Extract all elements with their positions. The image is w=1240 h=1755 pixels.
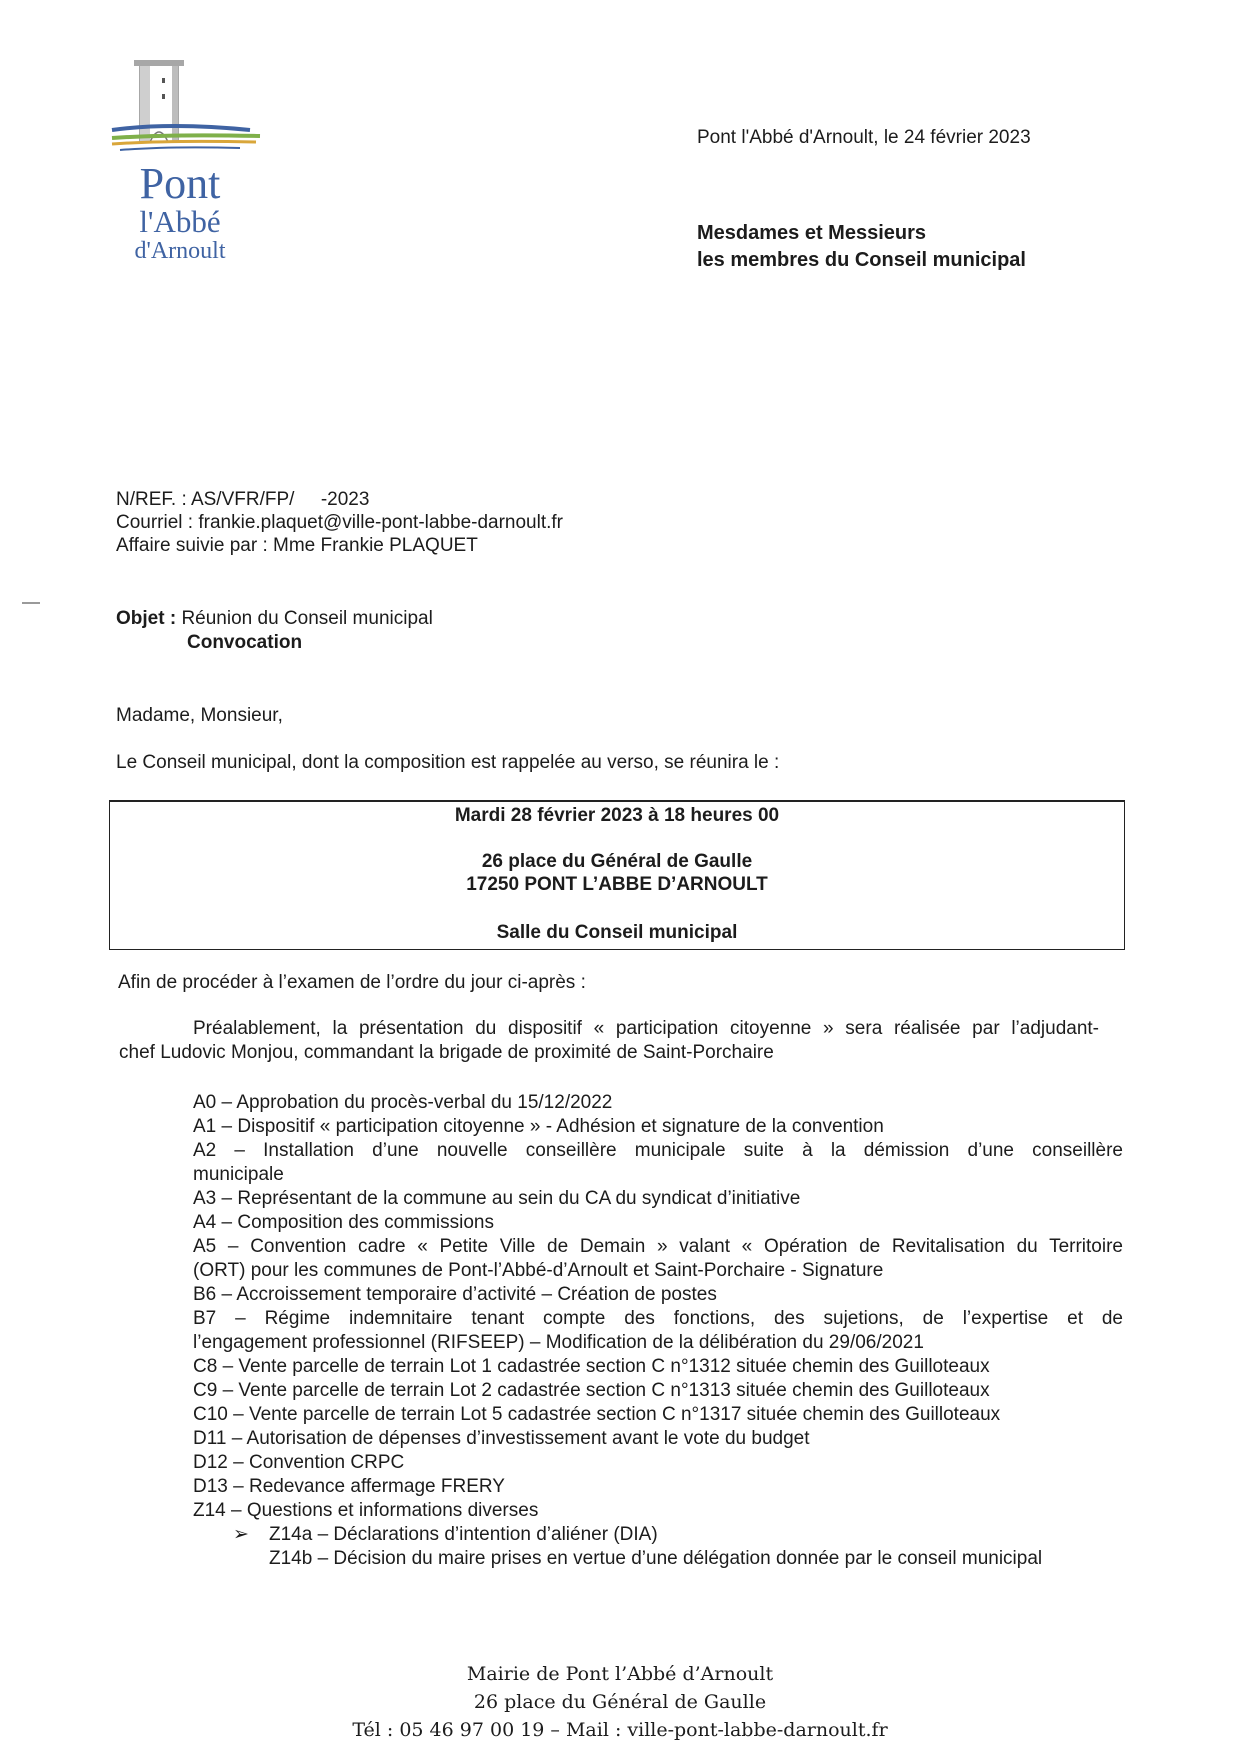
recipient-line-2: les membres du Conseil municipal — [697, 249, 1026, 271]
agenda-item-c8: C8 – Vente parcelle de terrain Lot 1 cadastrée section C n°1312 située chemin des Guilloteaux — [193, 1356, 990, 1377]
place-date: Pont l'Abbé d'Arnoult, le 24 février 2023 — [697, 127, 1031, 148]
agenda-item-z14: Z14 – Questions et informations diverses — [193, 1500, 539, 1521]
meeting-room: Salle du Conseil municipal — [496, 922, 738, 943]
agenda-item-a4: A4 – Composition des commissions — [193, 1212, 494, 1233]
contact-email: Courriel : frankie.plaquet@ville-pont-labbe-darnoult.fr — [116, 512, 564, 533]
agenda-item-a5-line-2: (ORT) pour les communes de Pont-l’Abbé-d’Arnoult et Saint-Porchaire - Signature — [193, 1260, 884, 1281]
intro-text: Le Conseil municipal, dont la composition est rappelée au verso, se réunira le : — [116, 752, 780, 773]
footer-town-hall: Mairie de Pont l’Abbé d’Arnoult — [466, 1663, 774, 1685]
agenda-item-a2-line-1: A2 – Installation d’une nouvelle conseillère municipale suite à la démission d’une conseillère — [193, 1140, 1123, 1161]
agenda-item-c9: C9 – Vente parcelle de terrain Lot 2 cadastrée section C n°1313 située chemin des Guilloteaux — [193, 1380, 990, 1401]
subject-text: Réunion du Conseil municipal — [176, 608, 433, 629]
agenda-item-c10: C10 – Vente parcelle de terrain Lot 5 cadastrée section C n°1317 située chemin des Guilloteaux — [193, 1404, 1001, 1425]
agenda-item-z14a-text: Z14a – Déclarations d’intention d’aliéner (DIA) — [269, 1524, 658, 1545]
logo-line-darnoult: d'Arnoult — [134, 238, 226, 264]
reference-number: N/REF. : AS/VFR/FP/ -2023 — [116, 489, 370, 510]
arrow-bullet-icon: ➢ — [233, 1524, 249, 1545]
meeting-address-2: 17250 PONT L’ABBE D’ARNOULT — [466, 874, 768, 895]
agenda-item-d12: D12 – Convention CRPC — [193, 1452, 405, 1473]
town-logo-wordmark — [110, 159, 250, 264]
fold-mark — [22, 602, 40, 604]
preamble-line-1: Préalablement, la présentation du dispositif « participation citoyenne » sera réalisée par l’adjudant- — [193, 1018, 1099, 1039]
agenda-item-b6: B6 – Accroissement temporaire d’activité – Création de postes — [193, 1284, 717, 1305]
agenda-item-z14a — [193, 1523, 1123, 1547]
agenda-item-d13: D13 – Redevance affermage FRERY — [193, 1476, 505, 1497]
agenda-item-a2-line-2: municipale — [193, 1164, 284, 1185]
agenda-item-z14b: Z14b – Décision du maire prises en vertue d’une délégation donnée par le conseil municipal — [269, 1548, 1043, 1569]
preamble-line-2: chef Ludovic Monjou, commandant la brigade de proximité de Saint-Porchaire — [119, 1042, 774, 1063]
case-handler: Affaire suivie par : Mme Frankie PLAQUET — [116, 535, 478, 556]
footer-address: 26 place du Général de Gaulle — [473, 1691, 767, 1713]
agenda-list — [193, 1091, 1123, 1571]
subject-convocation: Convocation — [187, 632, 303, 653]
subject-line — [116, 607, 433, 630]
agenda-item-a5-line-1: A5 – Convention cadre « Petite Ville de Demain » valant « Opération de Revitalisation du Territoire — [193, 1236, 1123, 1257]
agenda-item-a0: A0 – Approbation du procès-verbal du 15/12/2022 — [193, 1092, 613, 1113]
footer-contact: Tél : 05 46 97 00 19 – Mail : ville-pont-labbe-darnoult.fr — [352, 1719, 888, 1741]
meeting-details-box — [109, 800, 1125, 950]
subject-label: Objet : — [116, 608, 177, 629]
town-logo-emblem — [110, 60, 270, 160]
preamble-paragraph — [119, 1017, 1099, 1065]
logo-line-labbe: l'Abbé — [139, 204, 221, 239]
agenda-item-d11: D11 – Autorisation de dépenses d’investissement avant le vote du budget — [193, 1428, 810, 1449]
logo-line-pont: Pont — [139, 159, 221, 208]
footer — [0, 1660, 1240, 1744]
meeting-address-1: 26 place du Général de Gaulle — [481, 851, 753, 872]
agenda-intro: Afin de procéder à l’examen de l’ordre du jour ci-après : — [118, 972, 586, 993]
recipient-line-1: Mesdames et Messieurs — [697, 222, 927, 244]
agenda-item-a3: A3 – Représentant de la commune au sein du CA du syndicat d’initiative — [193, 1188, 801, 1209]
salutation: Madame, Monsieur, — [116, 705, 283, 726]
meeting-date-time: Mardi 28 février 2023 à 18 heures 00 — [454, 805, 780, 826]
agenda-item-b7-line-2: l’engagement professionnel (RIFSEEP) – Modification de la délibération du 29/06/2021 — [193, 1332, 924, 1353]
agenda-item-b7-line-1: B7 – Régime indemnitaire tenant compte des fonctions, des sujetions, de l’expertise et de — [193, 1308, 1123, 1329]
agenda-item-a1: A1 – Dispositif « participation citoyenne » - Adhésion et signature de la convention — [193, 1116, 884, 1137]
